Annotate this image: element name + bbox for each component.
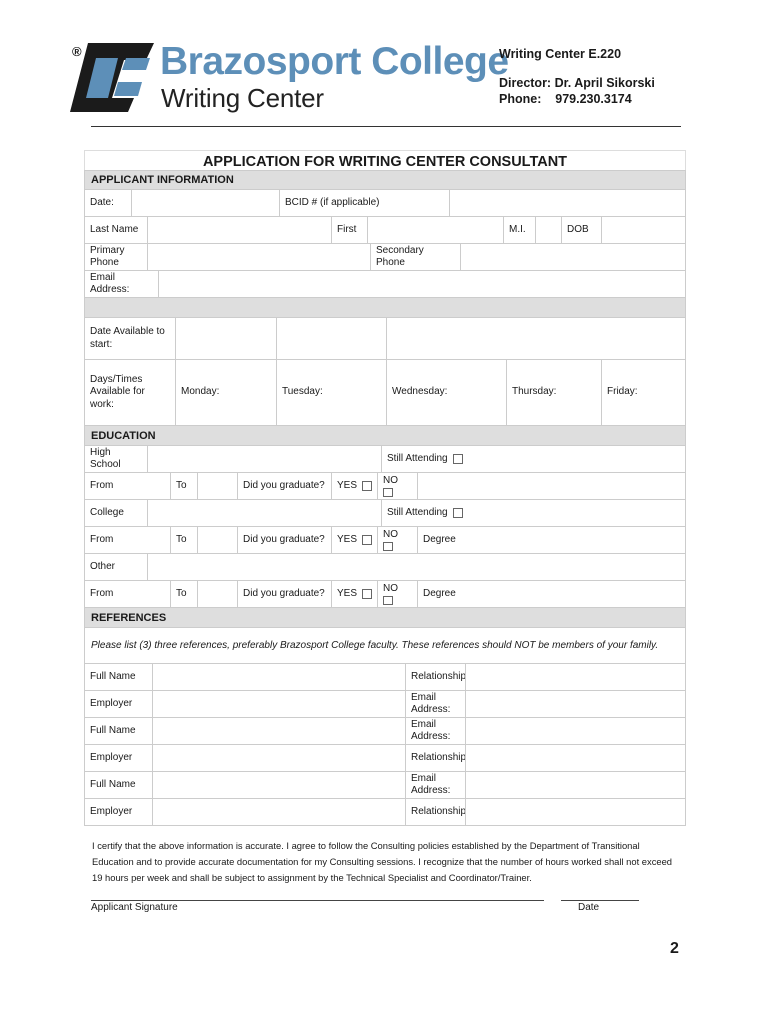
email-address-label: Email Address:: [405, 772, 465, 798]
no-option[interactable]: [377, 527, 417, 553]
section-applicant-info: APPLICANT INFORMATION: [84, 170, 686, 190]
no-option[interactable]: [377, 581, 417, 607]
mi-field[interactable]: [535, 217, 561, 243]
references-note: Please list (3) three references, preferably Brazosport College faculty. These references should NOT be members of your family.: [84, 628, 686, 664]
wednesday-field[interactable]: Wednesday:: [386, 360, 506, 425]
page-number: 2: [670, 940, 679, 957]
no-checkbox[interactable]: [383, 542, 393, 552]
row-date-bcid: [84, 190, 686, 217]
section-education: EDUCATION: [84, 426, 686, 446]
graduate-question: Did you graduate?: [237, 527, 331, 553]
yes-checkbox[interactable]: [362, 589, 372, 599]
no-label: NO: [383, 529, 398, 540]
to-label: To: [170, 473, 197, 499]
employer-label: Employer: [90, 697, 133, 709]
dob-field[interactable]: [601, 217, 685, 243]
email-address-label: Email Address:: [405, 691, 465, 717]
still-attending-label: Still Attending: [387, 506, 448, 518]
employer-field[interactable]: [152, 799, 405, 825]
employer-label: Employer: [90, 805, 133, 817]
row-college-dates: [84, 527, 686, 554]
primary-phone-label: Primary Phone: [90, 244, 125, 268]
days-available-label: Days/Times Available for work:: [90, 373, 145, 410]
no-checkbox[interactable]: [383, 488, 393, 498]
yes-checkbox[interactable]: [362, 481, 372, 491]
row-high-school: [84, 446, 686, 473]
ref-row: [84, 691, 686, 718]
hs-extra-field[interactable]: [417, 473, 685, 499]
last-name-field[interactable]: [147, 217, 331, 243]
full-name-label: Full Name: [90, 778, 136, 790]
tuesday-field[interactable]: Tuesday:: [276, 360, 386, 425]
degree-label: Degree: [423, 587, 456, 599]
row-names: [84, 217, 686, 244]
ref-row: [84, 718, 686, 745]
registered-mark: ®: [72, 44, 82, 59]
office-location: Writing Center E.220: [499, 47, 622, 61]
primary-phone-field[interactable]: [147, 244, 370, 270]
brand-title: Brazosport College: [160, 40, 509, 83]
ref-row: [84, 664, 686, 691]
row-other: [84, 554, 686, 581]
secondary-phone-label: Secondary Phone: [370, 244, 460, 270]
section-references: REFERENCES: [84, 608, 686, 628]
bcid-field[interactable]: [449, 190, 685, 216]
to-field[interactable]: [197, 527, 237, 553]
relationship-field[interactable]: [465, 664, 685, 690]
yes-label: YES: [337, 533, 358, 545]
from-label: From: [90, 479, 114, 491]
no-label: NO: [383, 475, 398, 486]
email-address-field[interactable]: [465, 718, 685, 744]
last-name-label: Last Name: [90, 223, 139, 235]
director-name: Director: Dr. April Sikorski: [499, 76, 655, 90]
first-name-label: First: [331, 217, 367, 243]
relationship-label: Relationship: [405, 799, 465, 825]
dob-label: DOB: [561, 217, 601, 243]
degree-field[interactable]: [417, 527, 685, 553]
brand-subtitle: Writing Center: [161, 83, 324, 113]
employer-field[interactable]: [152, 691, 405, 717]
row-days-available: [84, 360, 686, 426]
still-attending-college-checkbox[interactable]: [453, 508, 463, 518]
date-line[interactable]: [561, 900, 639, 901]
monday-field[interactable]: Monday:: [175, 360, 276, 425]
relationship-label: Relationship: [405, 664, 465, 690]
application-form: [84, 150, 686, 826]
college-field[interactable]: [147, 500, 381, 526]
row-other-dates: [84, 581, 686, 608]
full-name-field[interactable]: [152, 772, 405, 798]
email-field[interactable]: [158, 271, 685, 297]
date-field[interactable]: [131, 190, 279, 216]
to-field[interactable]: [197, 473, 237, 499]
row-hs-dates: [84, 473, 686, 500]
header-divider: [91, 126, 681, 127]
college-label: College: [90, 506, 124, 518]
yes-label: YES: [337, 479, 358, 491]
degree-field[interactable]: [417, 581, 685, 607]
thursday-field[interactable]: Thursday:: [506, 360, 601, 425]
date-available-field-3[interactable]: [386, 318, 685, 359]
yes-option[interactable]: [331, 527, 377, 553]
first-name-field[interactable]: [367, 217, 503, 243]
signature-line[interactable]: [91, 900, 544, 901]
email-address-field[interactable]: [465, 691, 685, 717]
still-attending-hs[interactable]: [381, 446, 685, 472]
date-available-label: Date Available to start:: [90, 326, 165, 350]
mi-label: M.I.: [503, 217, 535, 243]
degree-label: Degree: [423, 533, 456, 545]
ref-row: [84, 745, 686, 772]
ref-row: [84, 799, 686, 826]
to-label: To: [170, 581, 197, 607]
spacer-bar: [84, 298, 686, 318]
row-date-available: [84, 318, 686, 360]
relationship-label: Relationship: [405, 745, 465, 771]
high-school-label: High School: [90, 446, 121, 470]
from-label: From: [90, 533, 114, 545]
yes-checkbox[interactable]: [362, 535, 372, 545]
graduate-question: Did you graduate?: [237, 473, 331, 499]
to-label: To: [170, 527, 197, 553]
employer-field[interactable]: [152, 745, 405, 771]
email-label: Email Address:: [90, 271, 130, 295]
still-attending-label: Still Attending: [387, 452, 448, 464]
relationship-field[interactable]: [465, 799, 685, 825]
no-checkbox[interactable]: [383, 596, 393, 606]
still-attending-hs-checkbox[interactable]: [453, 454, 463, 464]
date-available-field-2[interactable]: [276, 318, 386, 359]
employer-label: Employer: [90, 751, 133, 763]
secondary-phone-field[interactable]: [460, 244, 685, 270]
signature-label: Applicant Signature: [91, 902, 178, 913]
full-name-field[interactable]: [152, 664, 405, 690]
full-name-field[interactable]: [152, 718, 405, 744]
yes-label: YES: [337, 587, 358, 599]
yes-option[interactable]: [331, 473, 377, 499]
no-label: NO: [383, 583, 398, 594]
still-attending-college[interactable]: [381, 500, 685, 526]
full-name-label: Full Name: [90, 670, 136, 682]
email-address-field[interactable]: [465, 772, 685, 798]
to-field[interactable]: [197, 581, 237, 607]
phone-number: Phone: 979.230.3174: [499, 92, 632, 106]
friday-field[interactable]: Friday:: [601, 360, 685, 425]
graduate-question: Did you graduate?: [237, 581, 331, 607]
no-option[interactable]: [377, 473, 417, 499]
from-label: From: [90, 587, 114, 599]
date-available-field-1[interactable]: [175, 318, 276, 359]
row-email: [84, 271, 686, 298]
row-college: [84, 500, 686, 527]
ref-row: [84, 772, 686, 799]
form-title: APPLICATION FOR WRITING CENTER CONSULTANT: [84, 150, 686, 170]
other-label: Other: [90, 560, 116, 572]
other-field[interactable]: [147, 554, 685, 580]
yes-option[interactable]: [331, 581, 377, 607]
date-label: Date:: [90, 196, 114, 208]
header-contact: [499, 46, 655, 107]
email-address-label: Email Address:: [405, 718, 465, 744]
row-phones: [84, 244, 686, 271]
bcid-label: BCID # (if applicable): [279, 190, 449, 216]
certification-text: I certify that the above information is accurate. I agree to follow the Consulting policies established by the Department of Transitional Education and to provide accurate documentation for my Consulting sessions. I recognize that the number of hours worked shall not exceed 19 hours per week and shall be subject to assignment by the Technical Specialist and Coordinator/Trainer.: [92, 840, 673, 883]
signature-date-label: Date: [578, 902, 600, 913]
relationship-field[interactable]: [465, 745, 685, 771]
full-name-label: Full Name: [90, 724, 136, 736]
high-school-field[interactable]: [147, 446, 381, 472]
